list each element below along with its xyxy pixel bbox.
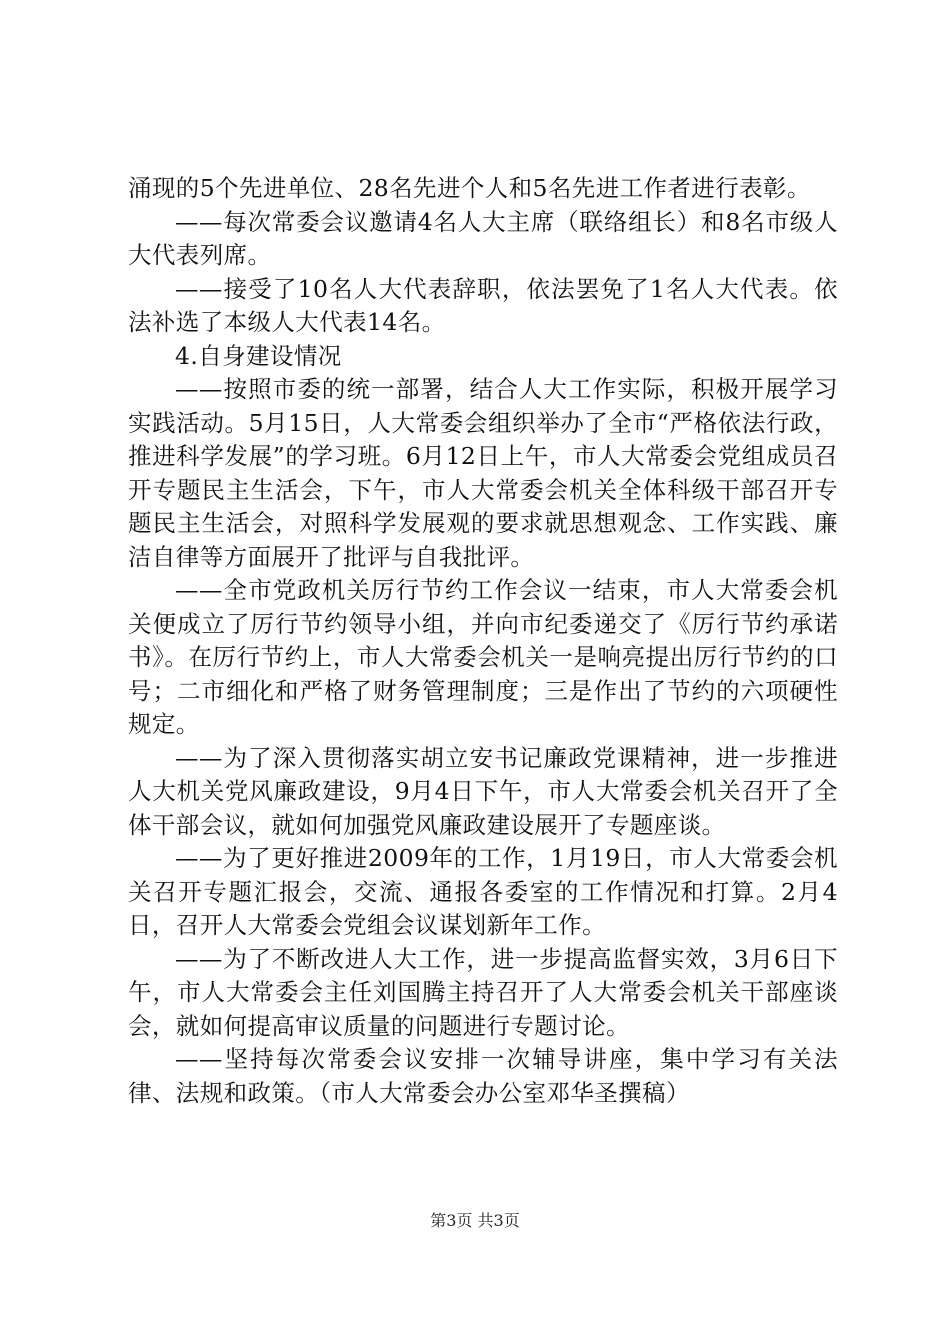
paragraph: ——为了深入贯彻落实胡立安书记廉政党课精神，进一步推进人大机关党风廉政建设，9月4日下午，市人大常委会机关召开了全体干部会议，就如何加强党风廉政建设展开了专题座谈。 [128, 743, 838, 839]
page-number-label: 第3页 共3页 [430, 1211, 520, 1230]
paragraph: ——每次常委会议邀请4名人大主席（联络组长）和8名市级人大代表列席。 [128, 207, 838, 269]
paragraph: 涌现的5个先进单位、28名先进个人和5名先进工作者进行表彰。 [128, 174, 811, 202]
section-heading: 4.自身建设情况 [175, 341, 342, 370]
paragraph: ——为了不断改进人大工作，进一步提高监督实效，3月6日下午，市人大常委会主任刘国腾主持召开了人大常委会机关干部座谈会，就如何提高审议质量的问题进行专题讨论。 [128, 944, 838, 1040]
document-body [128, 172, 838, 1110]
paragraph: ——全市党政机关厉行节约工作会议一结束，市人大常委会机关便成立了厉行节约领导小组，并向市纪委递交了《厉行节约承诺书》。在厉行节约上，市人大常委会机关一是响亮提出厉行节约的口号；二市细化和严格了财务管理制度；三是作出了节约的六项硬性规定。 [128, 576, 838, 738]
paragraph: ——为了更好推进2009年的工作，1月19日，市人大常委会机关召开专题汇报会，交流、通报各委室的工作情况和打算。2月4日，召开人大常委会党组会议谋划新年工作。 [128, 844, 838, 939]
paragraph: ——按照市委的统一部署，结合人大工作实际，积极开展学习实践活动。5月15日，人大常委会组织举办了全市“严格依法行政，推进科学发展”的学习班。6月12日上午，市人大常委会党组成员召开专题民主生活会，下午，市人大常委会机关全体科级干部召开专题民主生活会，对照科学发展观的要求就思想观念、工作实践、廉洁自律等方面展开了批评与自我批评。 [128, 375, 838, 571]
page-footer [0, 1211, 950, 1231]
paragraph: ——坚持每次常委会议安排一次辅导讲座，集中学习有关法律、法规和政策。（市人大常委会办公室邓华圣撰稿） [128, 1045, 838, 1107]
paragraph: ——接受了10名人大代表辞职，依法罢免了1名人大代表。依法补选了本级人大代表14名。 [128, 274, 838, 336]
